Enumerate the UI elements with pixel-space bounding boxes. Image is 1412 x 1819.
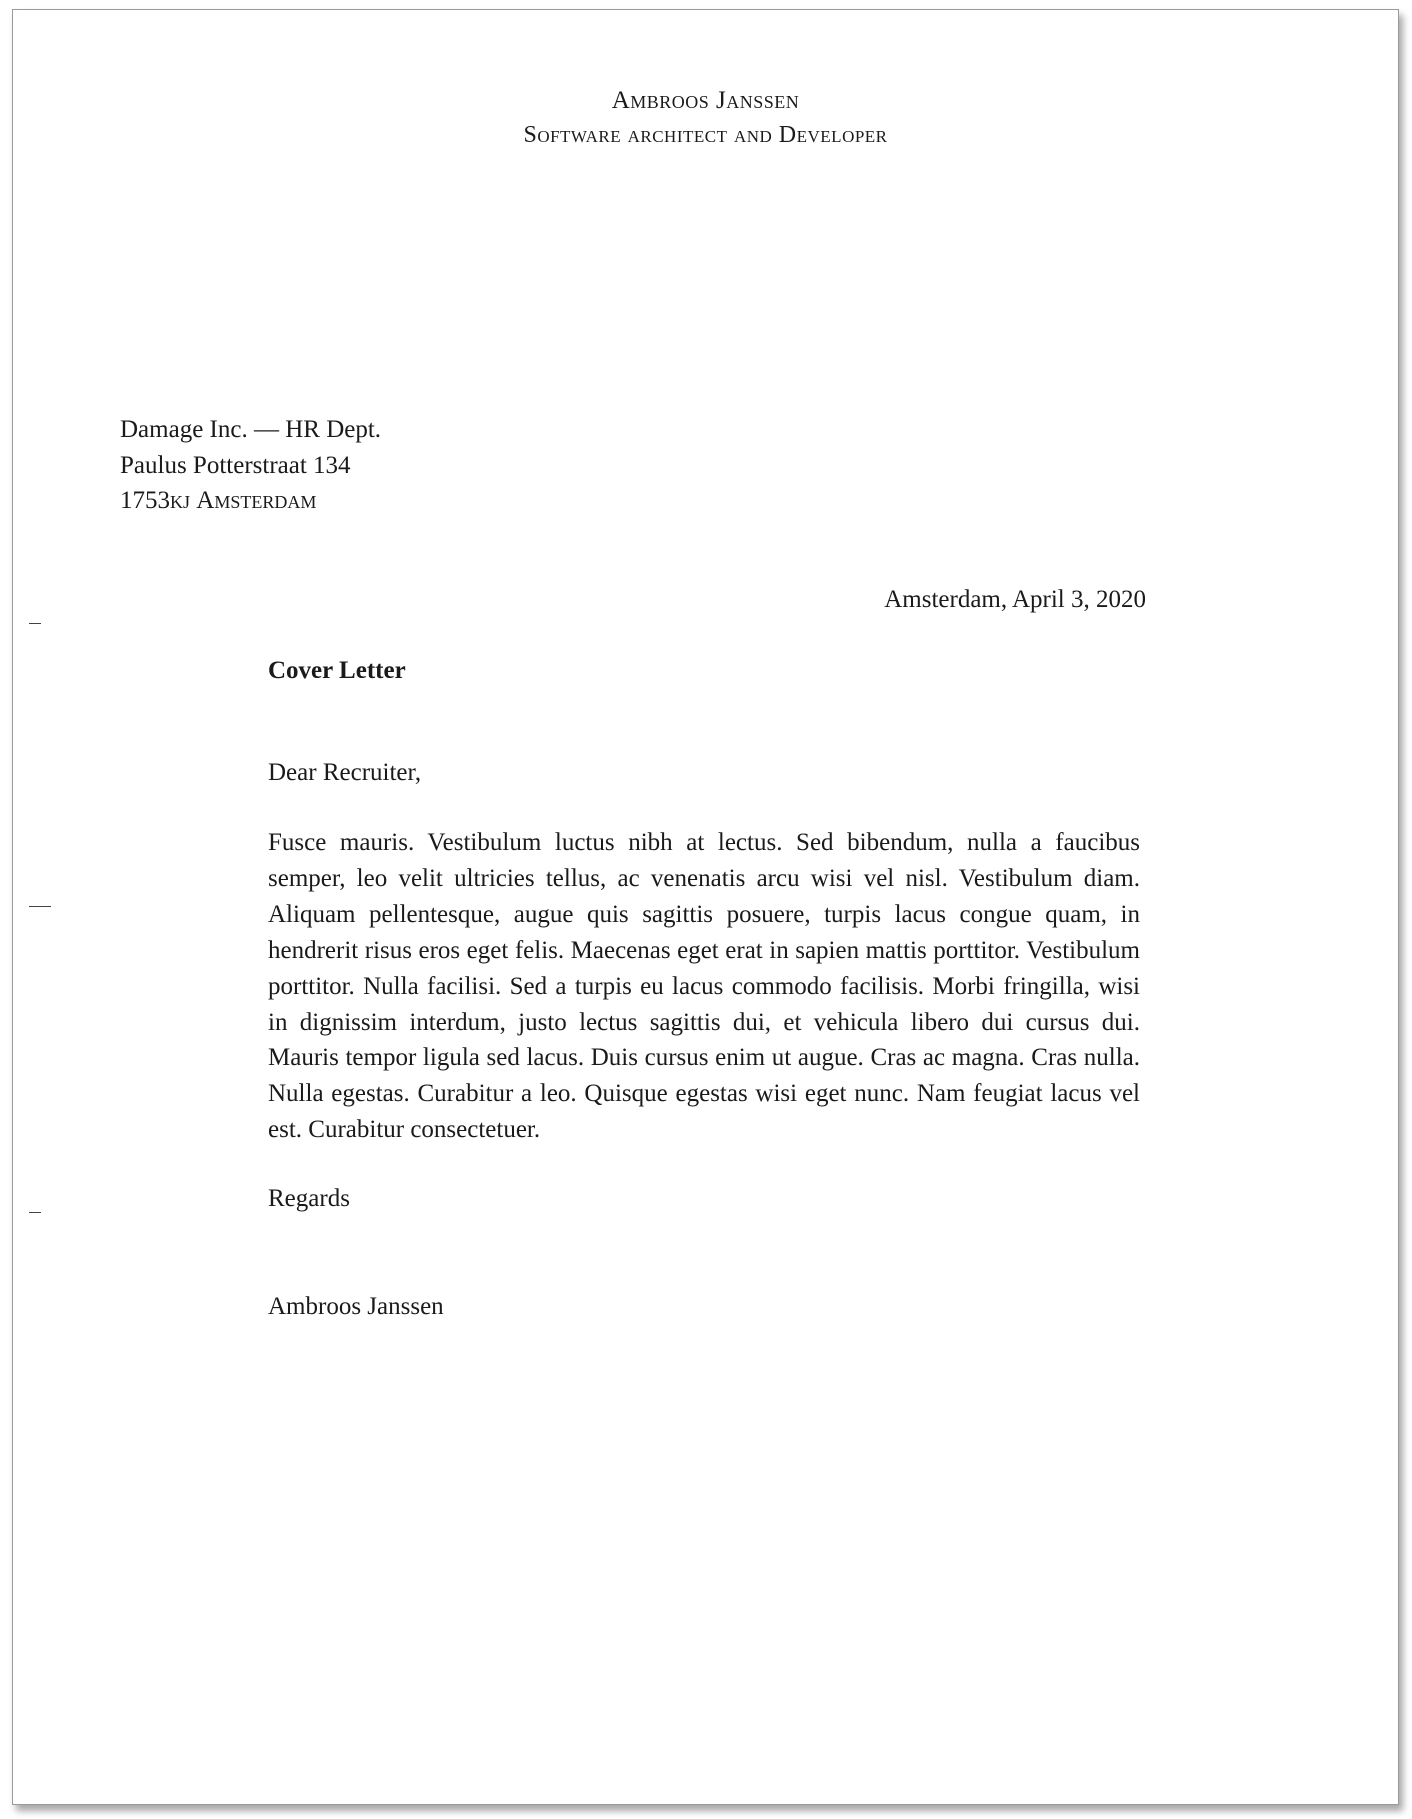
punch-mark-center: [29, 906, 51, 907]
fold-mark-bottom: [29, 1212, 41, 1213]
letter-subject: Cover Letter: [268, 657, 406, 684]
recipient-line-1: Damage Inc. — HR Dept.: [120, 416, 382, 443]
recipient-city: Amsterdam: [196, 487, 317, 514]
salutation: Dear Recruiter,: [268, 759, 422, 786]
fold-mark-top: [29, 623, 41, 624]
recipient-postcode: 1753kj: [120, 487, 191, 514]
recipient-line-2: Paulus Potterstraat 134: [120, 451, 351, 479]
closing: Regards: [268, 1185, 350, 1212]
letter-body: Fusce mauris. Vestibulum luctus nibh at lectus. Sed bibendum, nulla a faucibus semper, leo velit ultricies tellus, ac venenatis arcu wisi vel nisl. Vestibulum diam. Aliquam pellentesque, augue quis sagittis posuere, turpis lacus congue quam, in hendrerit risus eros eget felis. Maecenas eget erat in sapien mattis porttitor. Vestibulum porttitor. Nulla facilisi. Sed a turpis eu lacus commodo facilisis. Morbi fringilla, wisi in dignissim interdum, justo lectus sagittis dui, et vehicula libero dui cursus dui. Mauris tempor ligula sed lacus. Duis cursus enim ut augue. Cras ac magna. Cras nulla. Nulla egestas. Curabitur a leo. Quisque egestas wisi eget nunc. Nam feugiat lacus vel est. Curabitur consectetuer.: [268, 829, 1140, 1144]
signature-name: Ambroos Janssen: [268, 1293, 444, 1320]
sender-title: Software architect and Developer: [523, 122, 888, 148]
recipient-line-3: [120, 483, 381, 519]
sender-header: [13, 84, 1398, 152]
sender-name: Ambroos Janssen: [611, 87, 800, 114]
letter-date: Amsterdam, April 3, 2020: [884, 586, 1146, 613]
letter-page: [12, 9, 1399, 1805]
recipient-address: [120, 412, 381, 519]
